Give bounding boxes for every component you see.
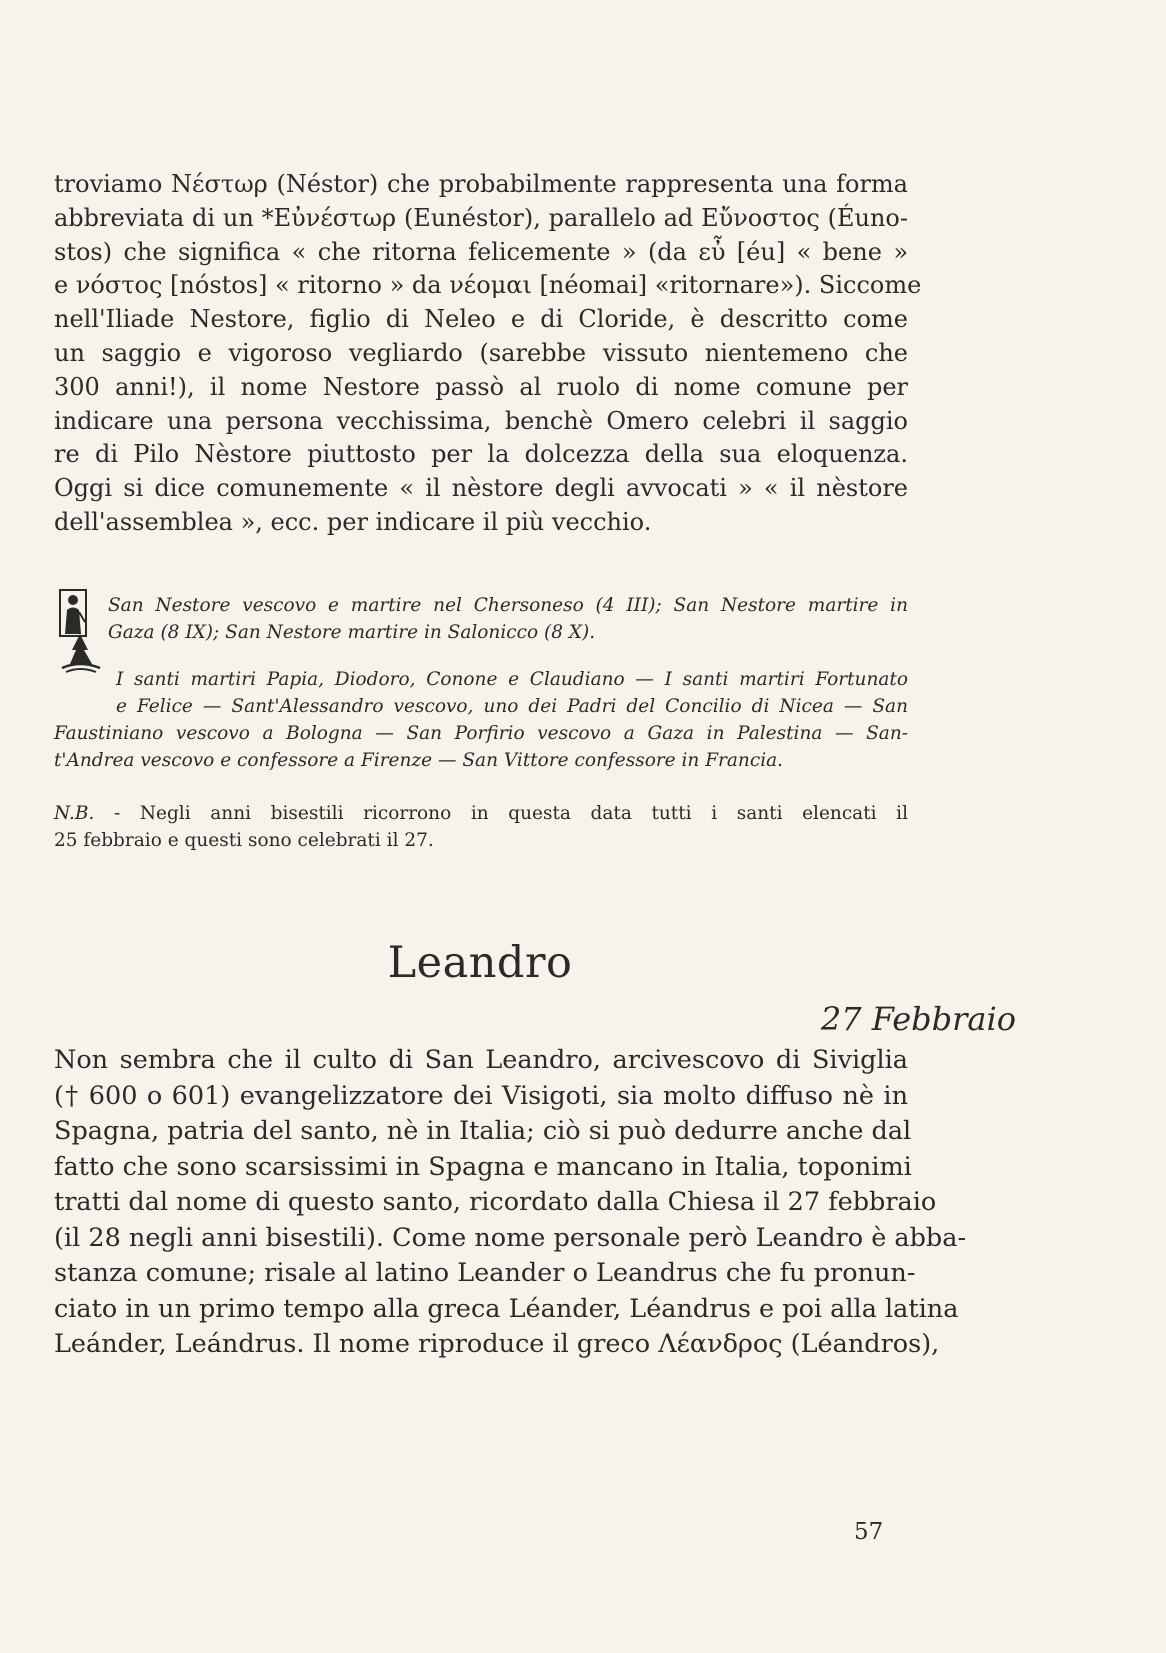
text-line: stos) che significa « che ritorna felicemente » (da εὖ [éu] « bene »	[54, 237, 908, 266]
nb-text: - Negli anni bisestili ricorrono in questa data tutti i santi elencati il	[113, 803, 908, 824]
text-line: († 600 o 601) evangelizzatore dei Visigoti, sia molto diffuso nè in	[54, 1080, 908, 1111]
text-line: troviamo Νέστωρ (Néstor) che probabilmente rappresenta una forma	[54, 170, 908, 198]
text-line: Non sembra che il culto di San Leandro, arcivescovo di Siviglia	[54, 1045, 908, 1075]
entry-title: Leandro	[387, 938, 573, 988]
note-line: I santi martiri Papia, Diodoro, Conone e Claudiano — I santi martiri Fortunato	[116, 669, 908, 690]
text-line: abbreviata di un *Εὐνέστωρ (Eunéstor), parallelo ad Εὔνοστος (Éuno-	[54, 203, 908, 232]
text-line: indicare una persona vecchissima, benchè Omero celebri il saggio	[54, 406, 908, 435]
saints-list-note	[54, 666, 908, 774]
entry-date: 27 Febbraio	[820, 1000, 1016, 1038]
nb-label: N.B.	[54, 803, 95, 824]
note-line: San Nestore vescovo e martire nel Chersoneso (4 III); San Nestore martire in	[108, 595, 908, 616]
text-line: stanza comune; risale al latino Leander o Leandrus che fu pronun-	[54, 1258, 916, 1288]
nb-note	[54, 800, 908, 854]
text-line: nell'Iliade Nestore, figlio di Neleo e di Cloride, è descritto come	[54, 305, 908, 334]
nestore-paragraph	[54, 168, 922, 540]
text-line: re di Pilo Nèstore piuttosto per la dolcezza della sua eloquenza.	[54, 440, 908, 469]
text-line: fatto che sono scarsissimi in Spagna e mancano in Italia, toponimi	[54, 1151, 912, 1182]
nb-line	[54, 800, 908, 827]
text-line: Leánder, Leándrus. Il nome riproduce il greco Λέανδρος (Léandros),	[54, 1329, 940, 1359]
text-line: 300 anni!), il nome Nestore passò al ruolo di nome comune per	[54, 372, 908, 401]
text-line: un saggio e vigoroso vegliardo (sarebbe vissuto nientemeno che	[54, 338, 908, 367]
text-line: dell'assemblea », ecc. per indicare il più vecchio.	[54, 507, 652, 536]
text-line: Oggi si dice comunemente « il nèstore degli avvocati » « il nèstore	[54, 474, 908, 503]
page-number: 57	[854, 1519, 884, 1545]
note-line: t'Andrea vescovo e confessore a Firenze — San Vittore confessore in Francia.	[54, 750, 784, 771]
patron-saints-note	[108, 592, 908, 646]
leandro-paragraph	[54, 1043, 967, 1363]
text-line: tratti dal nome di questo santo, ricordato dalla Chiesa il 27 febbraio	[54, 1187, 937, 1217]
text-line: ciato in un primo tempo alla greca Léander, Léandrus e poi alla latina	[54, 1293, 959, 1324]
note-line: e Felice — Sant'Alessandro vescovo, uno dei Padri del Concilio di Nicea — San	[116, 696, 908, 717]
text-line: e νόστος [nóstos] « ritorno » da νέομαι [néomai] «ritornare»). Siccome	[54, 271, 922, 300]
text-line: (il 28 negli anni bisestili). Come nome personale però Leandro è abba-	[54, 1222, 967, 1253]
note-line: Gaza (8 IX); San Nestore martire in Salonicco (8 X).	[108, 622, 596, 643]
nb-line: 25 febbraio e questi sono celebrati il 27.	[54, 830, 434, 851]
note-line: Faustiniano vescovo a Bologna — San Porfirio vescovo a Gaza in Palestina — San-	[54, 723, 908, 744]
text-line: Spagna, patria del santo, nè in Italia; ciò si può dedurre anche dal	[54, 1116, 912, 1146]
